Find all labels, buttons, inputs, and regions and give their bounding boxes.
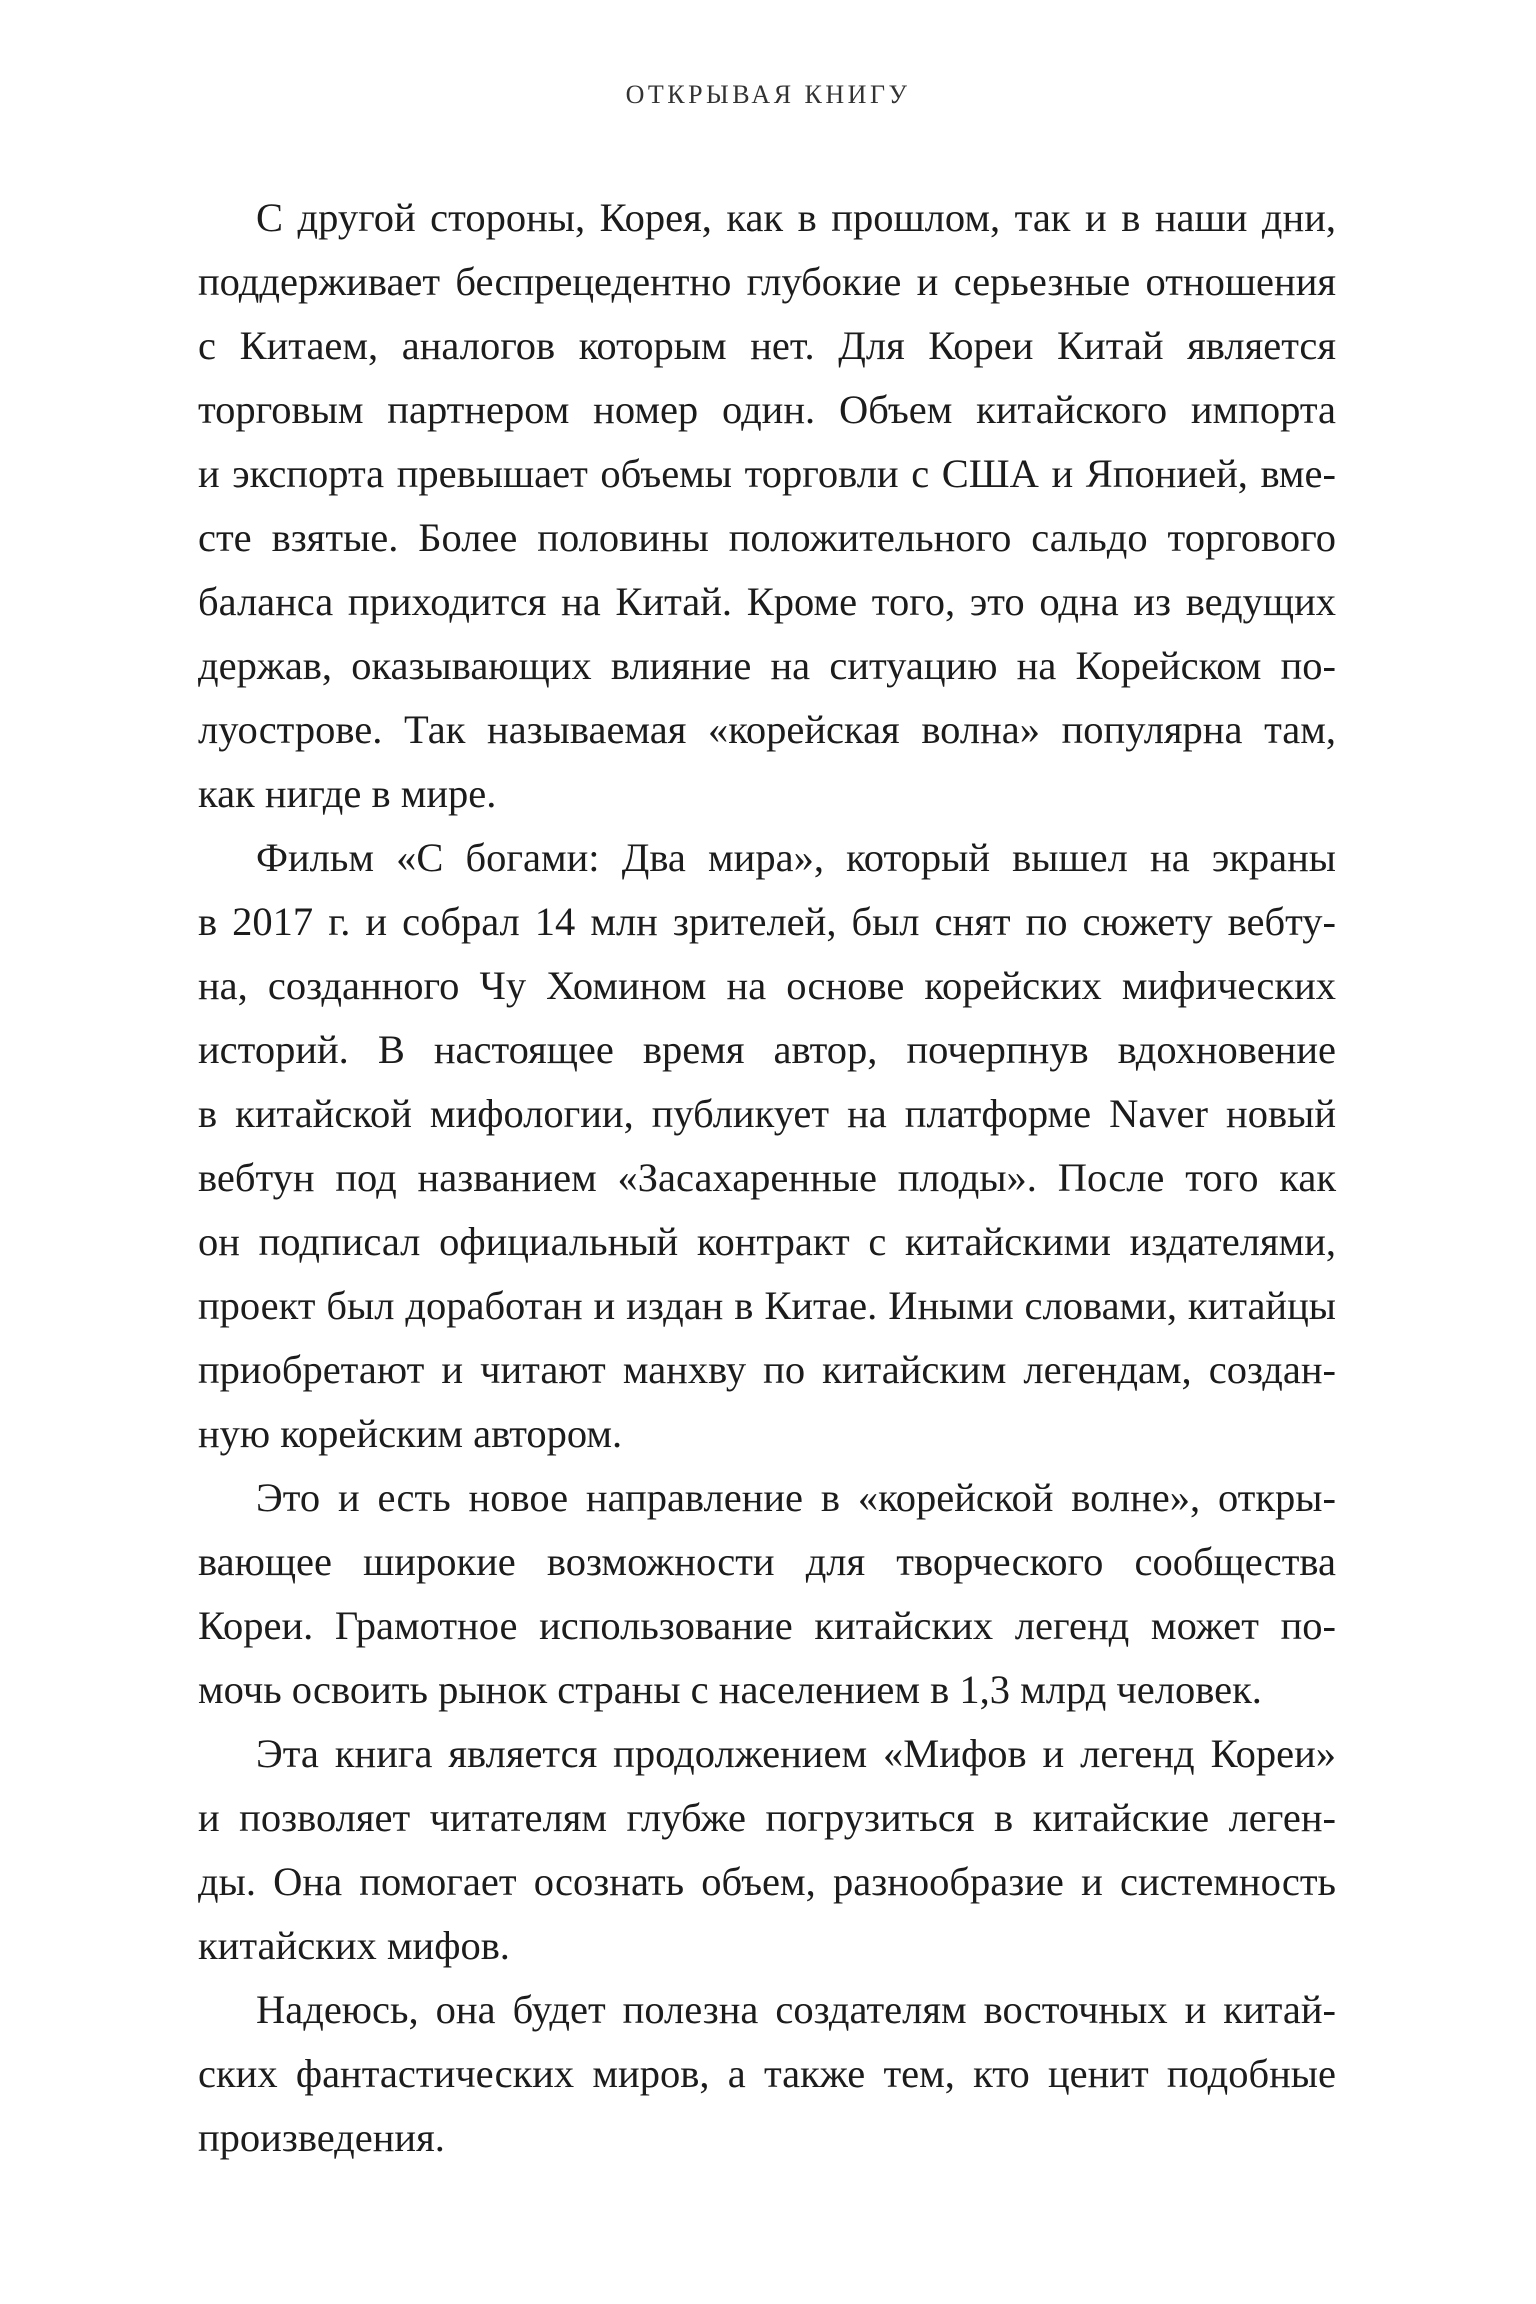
text-line: проект был доработан и издан в Китае. Иными словами, китайцы bbox=[198, 1283, 1336, 1328]
text-line: в китайской мифологии, публикует на платформе Naver новый bbox=[198, 1091, 1336, 1136]
running-head: ОТКРЫВАЯ КНИГУ bbox=[625, 80, 911, 109]
text-line: Фильм «С богами: Два мира», который вышел на экраны bbox=[256, 835, 1336, 880]
text-line: вающее широкие возможности для творческого сообщества bbox=[198, 1539, 1336, 1584]
paragraph bbox=[198, 1466, 1336, 1722]
text-line: Это и есть новое направление в «корейской волне», откры- bbox=[256, 1475, 1336, 1520]
text-line: торговым партнером номер один. Объем китайского импорта bbox=[198, 387, 1336, 432]
text-line: с Китаем, аналогов которым нет. Для Кореи Китай является bbox=[198, 323, 1336, 368]
text-line: мочь освоить рынок страны с населением в 1,3 млрд человек. bbox=[198, 1667, 1262, 1712]
text-line: произведения. bbox=[198, 2115, 445, 2160]
text-line: и экспорта превышает объемы торговли с США и Японией, вме- bbox=[198, 451, 1336, 496]
text-line: вебтун под названием «Засахаренные плоды». После того как bbox=[198, 1155, 1336, 1200]
text-line: сте взятые. Более половины положительного сальдо торгового bbox=[198, 515, 1336, 560]
paragraph bbox=[198, 1978, 1336, 2170]
text-line: как нигде в мире. bbox=[198, 771, 497, 816]
paragraph bbox=[198, 186, 1336, 826]
text-line: Эта книга является продолжением «Мифов и легенд Кореи» bbox=[256, 1731, 1336, 1776]
text-line: ную корейским автором. bbox=[198, 1411, 623, 1456]
text-line: поддерживает беспрецедентно глубокие и серьезные отношения bbox=[198, 259, 1336, 304]
body-text bbox=[198, 186, 1336, 2170]
paragraph bbox=[198, 1722, 1336, 1978]
text-line: ды. Она помогает осознать объем, разнообразие и системность bbox=[198, 1859, 1336, 1904]
text-line: он подписал официальный контракт с китайскими издателями, bbox=[198, 1219, 1336, 1264]
text-line: приобретают и читают манхву по китайским легендам, создан- bbox=[198, 1347, 1336, 1392]
text-line: Надеюсь, она будет полезна создателям восточных и китай- bbox=[256, 1987, 1336, 2032]
paragraph bbox=[198, 826, 1336, 1466]
text-line: историй. В настоящее время автор, почерпнув вдохновение bbox=[198, 1027, 1336, 1072]
text-line: Кореи. Грамотное использование китайских легенд может по- bbox=[198, 1603, 1336, 1648]
text-line: китайских мифов. bbox=[198, 1923, 510, 1968]
text-line: в 2017 г. и собрал 14 млн зрителей, был снят по сюжету вебту- bbox=[198, 899, 1336, 944]
text-line: С другой стороны, Корея, как в прошлом, так и в наши дни, bbox=[256, 195, 1336, 240]
text-line: и позволяет читателям глубже погрузиться в китайские леген- bbox=[198, 1795, 1336, 1840]
text-line: ских фантастических миров, а также тем, кто ценит подобные bbox=[198, 2051, 1336, 2096]
text-line: баланса приходится на Китай. Кроме того, это одна из ведущих bbox=[198, 579, 1336, 624]
text-line: на, созданного Чу Хомином на основе корейских мифических bbox=[198, 963, 1336, 1008]
text-line: луострове. Так называемая «корейская волна» популярна там, bbox=[198, 707, 1336, 752]
text-line: держав, оказывающих влияние на ситуацию на Корейском по- bbox=[198, 643, 1336, 688]
